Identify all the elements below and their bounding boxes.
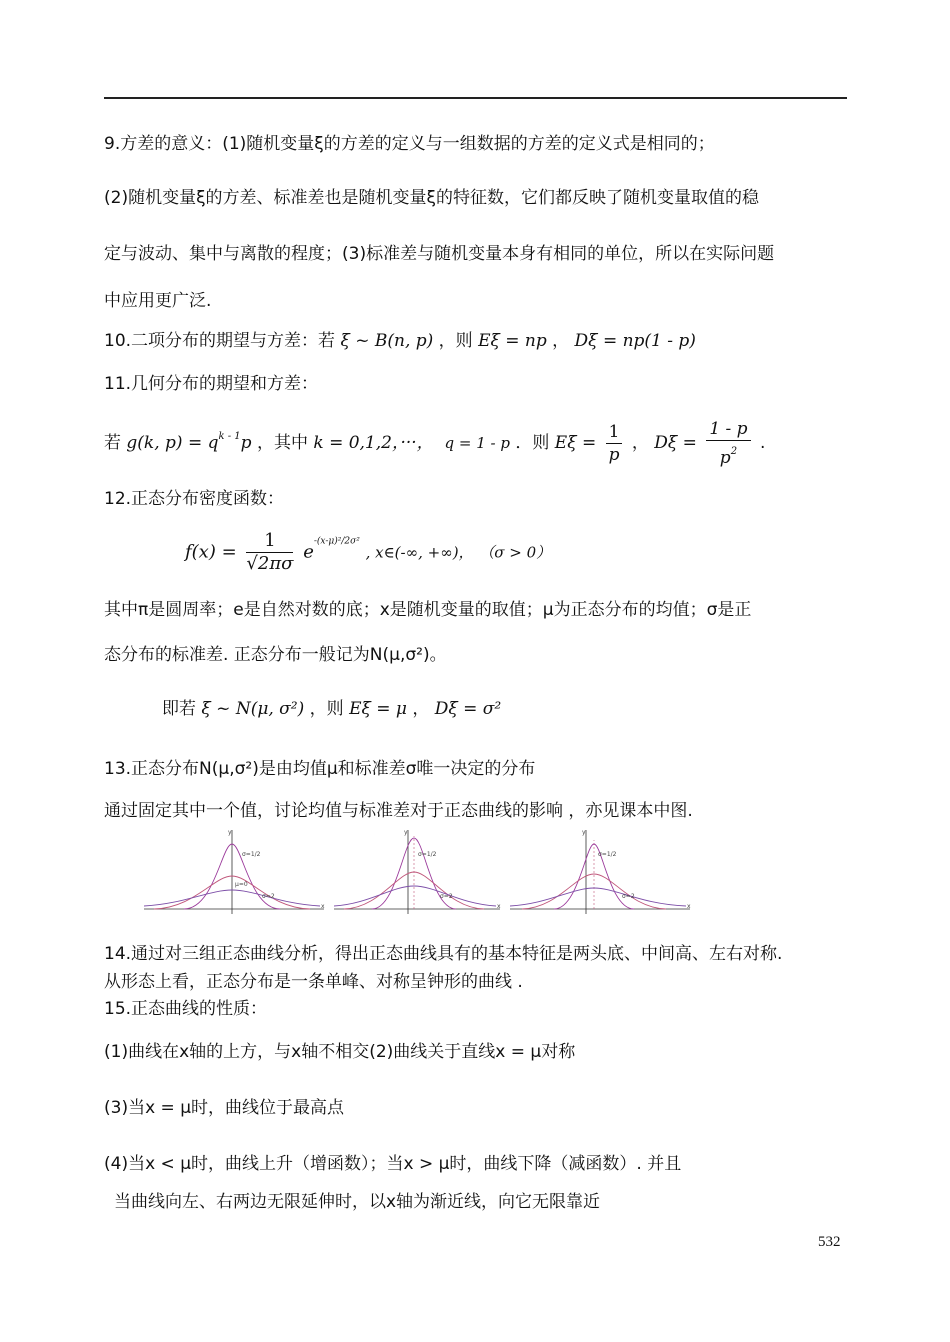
sec11-q: q = 1 - p [444, 434, 510, 452]
normal-density-formula [185, 530, 551, 575]
sec9-line2: (2)随机变量ξ的方差、标准差也是随机变量ξ的特征数，它们都反映了随机变量取值的稳 [104, 188, 760, 208]
normal-curves-figure-1 [144, 826, 329, 918]
page-number: 532 [818, 1234, 841, 1250]
density-exp: -(x-μ)²/2σ² [313, 536, 360, 547]
normal-curves-svg-2 [334, 826, 504, 918]
density-e: e [303, 541, 314, 563]
sec14-line2: 从形态上看，正态分布是一条单峰、对称呈钟形的曲线 . [104, 972, 523, 992]
normal-curves-svg-1 [144, 826, 329, 918]
sec10-variance: Dξ = np(1 - p) [574, 331, 696, 351]
sec11-where: ，其中 [256, 433, 308, 453]
label-sigma-2: σ=2 [440, 893, 453, 900]
sec12-desc2: 态分布的标准差. 正态分布一般记为N(μ,σ²)。 [104, 645, 447, 665]
sec13-line1: 13.正态分布N(μ,σ²)是由均值μ和标准差σ唯一决定的分布 [104, 759, 536, 779]
sec12-ex-sep: ， [412, 699, 430, 719]
label-x: x [687, 903, 691, 910]
sec11-E: Eξ = [554, 433, 597, 453]
sec12-ex-E: Eξ = μ [349, 699, 407, 719]
label-mu: μ=0 [235, 881, 248, 888]
sec11-g: g(k, p) = q [126, 433, 219, 453]
sec11-E-num: 1 [606, 421, 623, 444]
sec10-mid: ，则 [438, 331, 473, 351]
density-num: 1 [246, 530, 293, 553]
sec11-title: 11.几何分布的期望和方差： [104, 374, 319, 394]
normal-curves-svg-3 [510, 826, 695, 918]
density-cond: （σ > 0） [479, 543, 552, 562]
sec12-title: 12.正态分布密度函数： [104, 489, 285, 509]
sec15-p3: (3)当x = μ时，曲线位于最高点 [104, 1098, 345, 1118]
label-sigma-half: σ=1/2 [242, 851, 261, 858]
sec15-p4b: 当曲线向左、右两边无限延伸时，以x轴为渐近线，向它无限靠近 [114, 1192, 601, 1212]
sec15-p4: (4)当x < μ时，曲线上升（增函数）；当x > μ时，曲线下降（减函数）. 并且 [104, 1154, 682, 1174]
sec13-line2: 通过固定其中一个值，讨论均值与标准差对于正态曲线的影响 ，亦见课本中图. [104, 801, 693, 821]
sec11-period: . [759, 433, 766, 453]
sec11-D-den-exp: 2 [730, 445, 738, 457]
sec11-D-den-wrap [706, 441, 750, 469]
sec10-line [104, 329, 696, 353]
sec12-ex-prefix: 即若 [162, 699, 196, 719]
sec11-g-end: p [240, 433, 252, 453]
sec11-D-frac [706, 418, 750, 469]
sec11-D-num: 1 - p [706, 418, 750, 441]
sec12-ex-D: Dξ = σ² [434, 699, 502, 719]
sec10-dist: ξ ~ B(n, p) [340, 331, 434, 351]
sec11-if: 若 [104, 433, 121, 453]
sec11-formula [104, 413, 765, 469]
label-sigma-half: σ=1/2 [598, 851, 617, 858]
sec10-expect: Eξ = np [478, 331, 547, 351]
sec11-k: k = 0,1,2，···， [313, 433, 434, 453]
sec12-desc1: 其中π是圆周率；e是自然对数的底；x是随机变量的取值；μ为正态分布的均值；σ是正 [104, 600, 752, 620]
label-sigma-2: σ=2 [622, 893, 635, 900]
header-rule [104, 97, 847, 99]
sec11-comma: ， [631, 433, 649, 453]
sec11-g-exp: k - 1 [218, 431, 241, 442]
normal-curves-figure-2 [334, 826, 504, 918]
label-sigma-half: σ=1/2 [418, 851, 437, 858]
sec15-p1: (1)曲线在x轴的上方，与x轴不相交(2)曲线关于直线x = μ对称 [104, 1042, 576, 1062]
sec12-ex-dist: ξ ~ N(μ, σ²) [201, 699, 305, 719]
curve-sigma-2 [510, 888, 686, 906]
label-x: x [497, 903, 501, 910]
density-domain: , x∈(-∞, +∞)， [365, 543, 474, 562]
sec10-prefix: 10.二项分布的期望与方差：若 [104, 331, 336, 351]
sec11-D-den: p [719, 447, 731, 468]
sec14-line1: 14.通过对三组正态曲线分析，得出正态曲线具有的基本特征是两头底、中间高、左右对称. [104, 944, 783, 964]
label-y: y [404, 829, 408, 836]
sec10-sep: ， [552, 331, 570, 351]
sec9-line1: 9.方差的意义：(1)随机变量ξ的方差的定义与一组数据的方差的定义式是相同的； [104, 134, 715, 154]
curve-sigma-2 [334, 886, 496, 906]
sec12-ex-mid: ，则 [309, 699, 344, 719]
density-frac [246, 530, 293, 575]
sec9-line3: 定与波动、集中与离散的程度；(3)标准差与随机变量本身有相同的单位，所以在实际问题 [104, 244, 775, 264]
label-sigma-2: σ=2 [262, 893, 275, 900]
density-f: f(x) = [185, 541, 237, 563]
sec11-then: ．则 [515, 433, 550, 453]
sec15-title: 15.正态曲线的性质： [104, 999, 268, 1019]
label-y: y [582, 829, 586, 836]
label-y: y [228, 829, 232, 836]
sec11-D: Dξ = [654, 433, 697, 453]
sec12-example [162, 697, 501, 721]
sec11-E-frac [606, 421, 623, 466]
normal-curves-figure-3 [510, 826, 695, 918]
sec11-E-den: p [608, 444, 620, 465]
sec9-line4: 中应用更广泛. [104, 291, 212, 311]
label-x: x [321, 903, 325, 910]
density-den: √2πσ [246, 553, 294, 574]
